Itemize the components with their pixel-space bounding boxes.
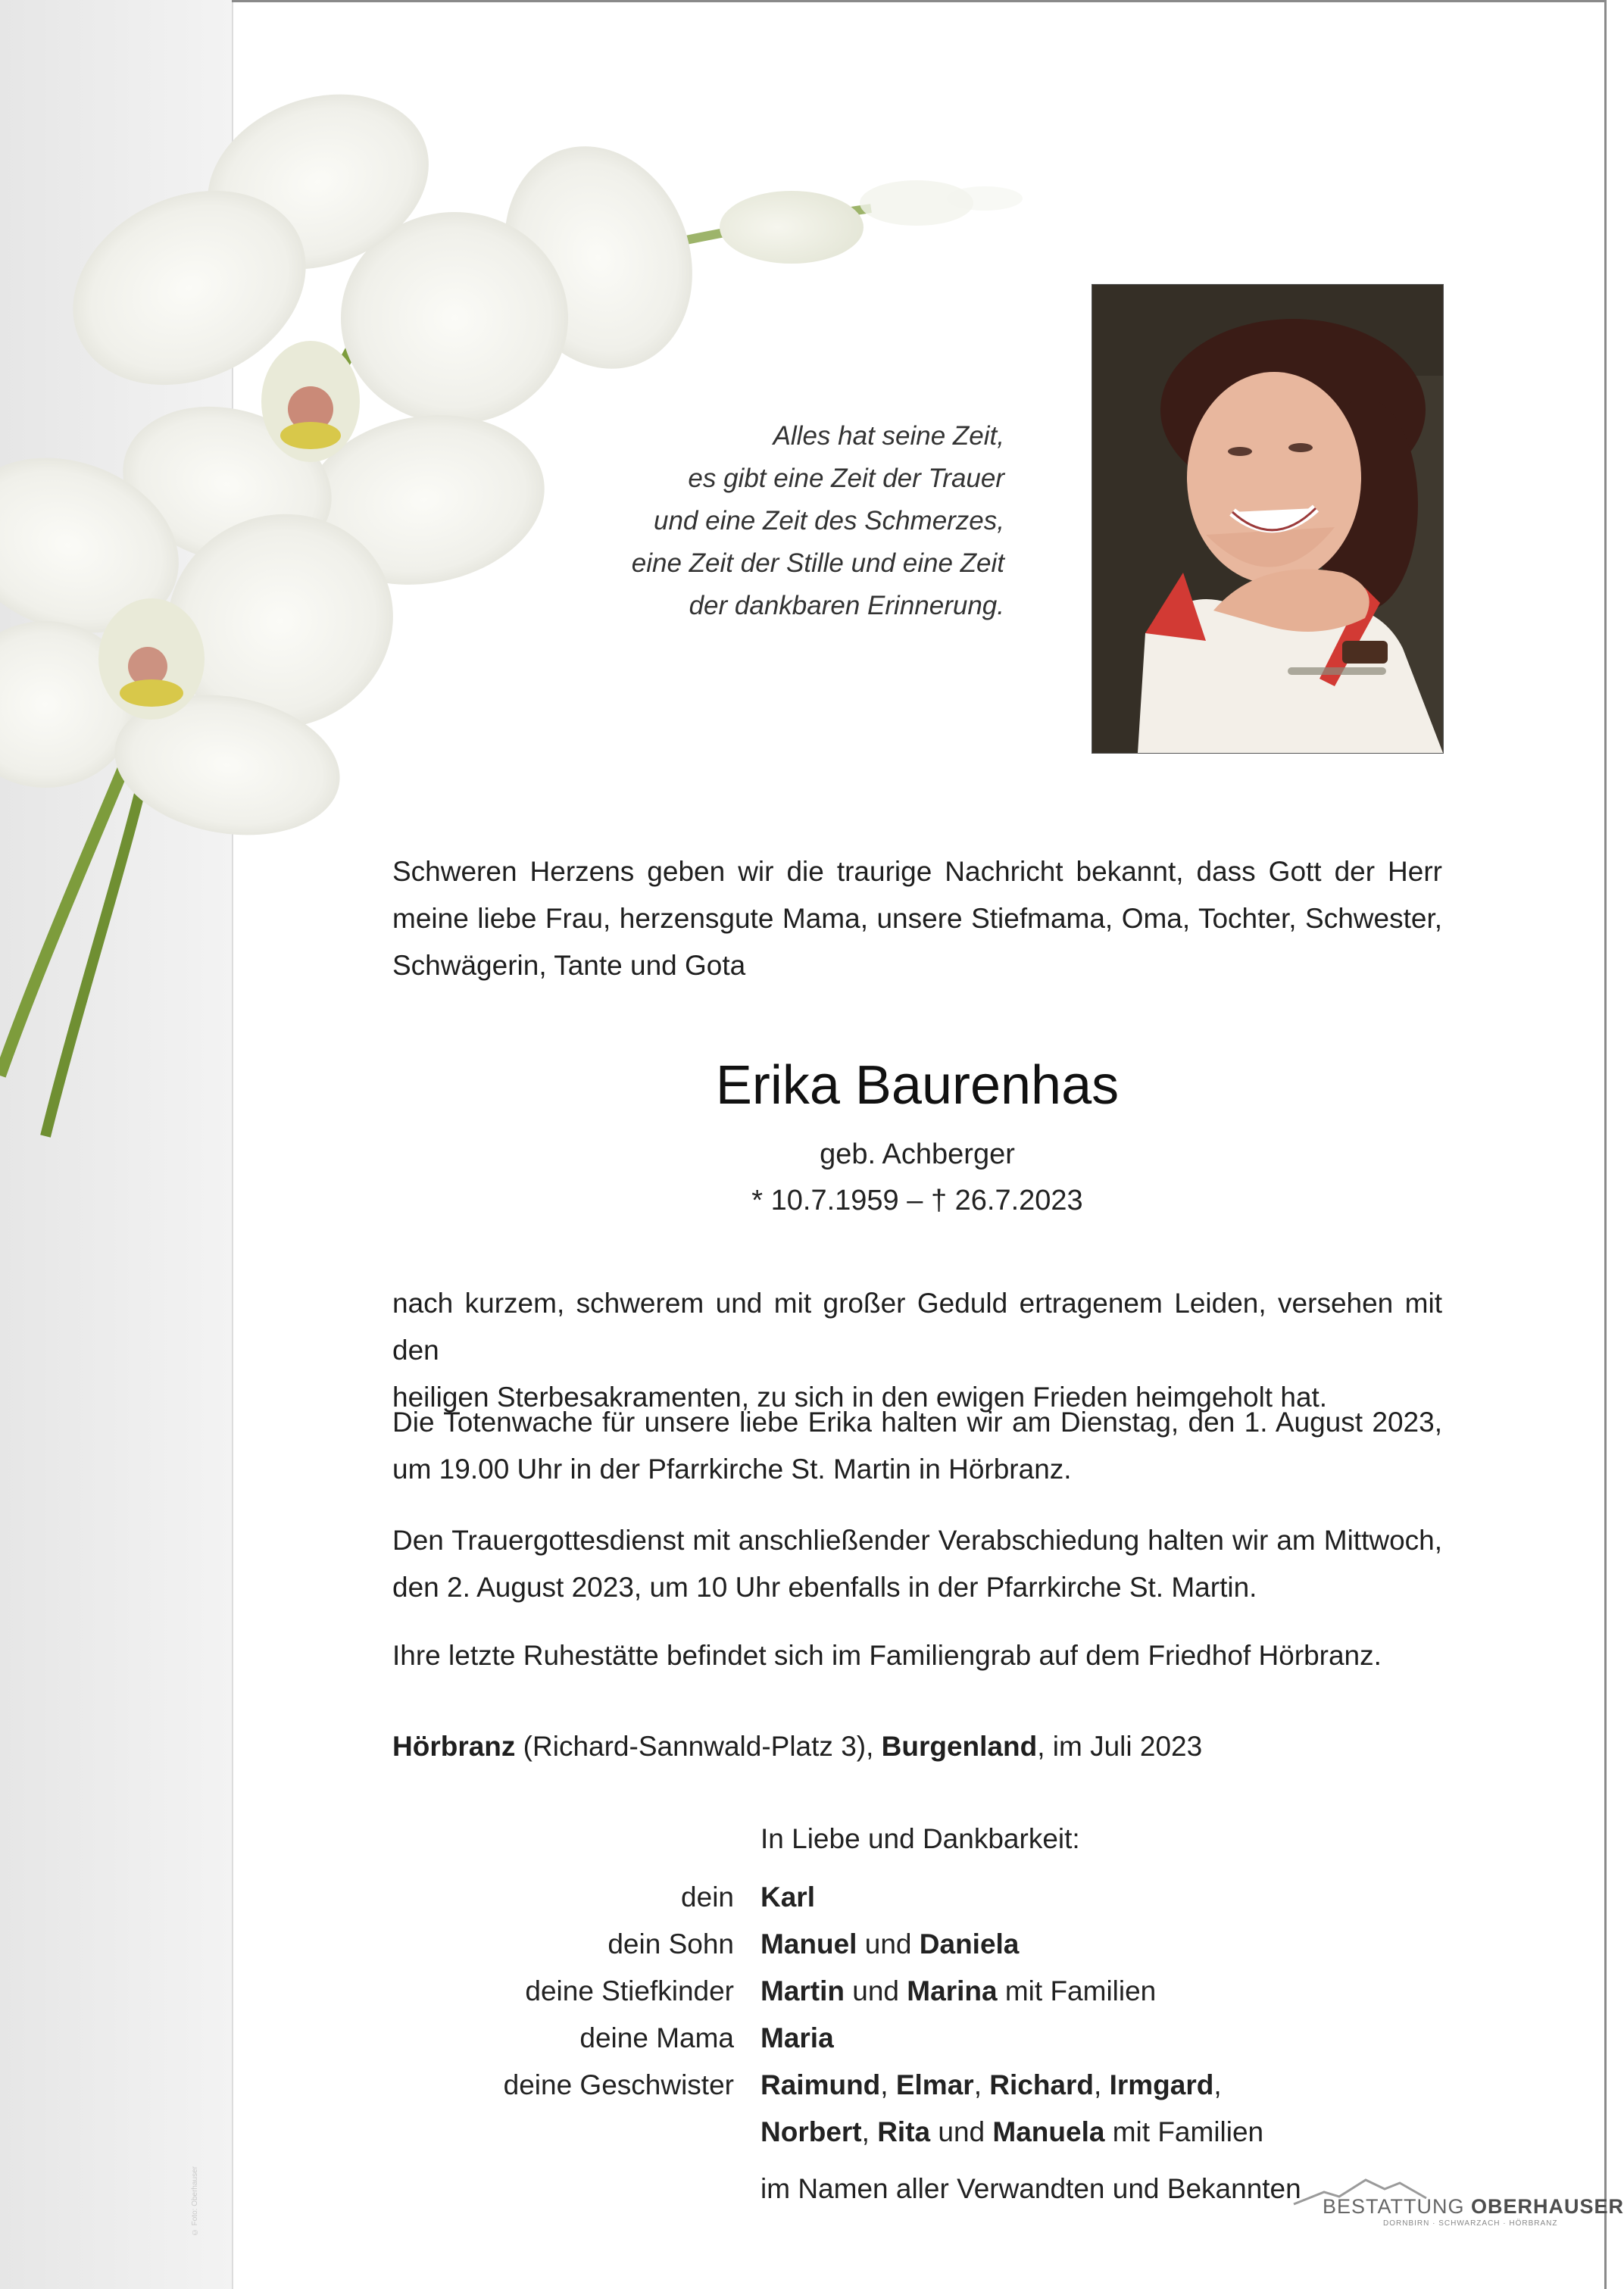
photo-credit: © Foto: Oberhauser <box>191 2166 199 2237</box>
mourner-names <box>760 2109 1263 2156</box>
quote-line: und eine Zeit des Schmerzes, <box>653 506 1004 536</box>
mourner-relation: dein <box>681 1881 734 1913</box>
quote-line: es gibt eine Zeit der Trauer <box>688 464 1004 493</box>
mourner-name-part: , <box>861 2116 878 2147</box>
place-town: Hörbranz <box>392 1731 516 1762</box>
paragraph-service <box>392 1517 1442 1611</box>
mourner-name-part: , <box>973 2069 990 2100</box>
paragraph-line: nach kurzem, schwerem und mit großer Geduld ertragenem Leiden, versehen mit den <box>392 1288 1442 1366</box>
mourner-name-part: mit Familien <box>997 1975 1157 2006</box>
orchid-bud-tip <box>947 186 1023 211</box>
mourner-name-part: Manuel <box>760 1928 857 1960</box>
quote-line: Alles hat seine Zeit, <box>773 421 1004 451</box>
paragraph-grave <box>392 1632 1442 1679</box>
mourner-name-part: Rita <box>877 2116 931 2147</box>
mourner-name-part: Norbert <box>760 2116 862 2147</box>
paragraph-line: Die Totenwache für unsere liebe Erika halten wir am Dienstag, den 1. August 2023, <box>392 1407 1442 1438</box>
place-month: , im Juli 2023 <box>1037 1731 1203 1762</box>
mourner-name-part: Irmgard <box>1109 2069 1214 2100</box>
mourner-relation: deine Stiefkinder <box>525 1975 734 2006</box>
quote-line: eine Zeit der Stille und eine Zeit <box>631 548 1004 578</box>
paragraph-wake <box>392 1399 1442 1493</box>
mourner-name-part: Raimund <box>760 2069 881 2100</box>
place-address: (Richard-Sannwald-Platz 3), <box>515 1731 882 1762</box>
mourner-name-part: Manuela <box>992 2116 1105 2147</box>
mourner-names <box>760 1874 815 1921</box>
mourner-name-part: Marina <box>907 1975 998 2006</box>
mourner-name-part: , <box>1094 2069 1110 2100</box>
right-border <box>1604 0 1607 2289</box>
mourner-relation: dein Sohn <box>607 1928 734 1960</box>
logo-locations: DORNBIRN · SCHWARZACH · HÖRBRANZ <box>1383 2219 1558 2228</box>
mourner-name-part: und <box>857 1928 920 1960</box>
life-dates: * 10.7.1959 – † 26.7.2023 <box>751 1185 1083 1216</box>
logo-wordmark <box>1323 2195 1624 2218</box>
logo-brand: OBERHAUSER <box>1471 2195 1624 2218</box>
paragraph-line: heiligen Sterbesakramenten, zu sich in den ewigen Frieden heimgeholt hat. <box>392 1382 1328 1413</box>
mourner-names <box>760 2015 834 2062</box>
mourner-names <box>760 2062 1222 2109</box>
mourner-name-part: Elmar <box>895 2069 974 2100</box>
intro-paragraph <box>392 848 1442 989</box>
intro-line: meine liebe Frau, herzensgute Mama, unsere Stiefmama, Oma, Tochter, Schwester, <box>392 903 1442 934</box>
intro-line: Schweren Herzens geben wir die traurige Nachricht bekannt, dass Gott der Herr <box>392 856 1442 887</box>
mourner-name-part: Martin <box>760 1975 845 2006</box>
mourner-name-part: Daniela <box>919 1928 1020 1960</box>
place-date <box>392 1723 1442 1770</box>
paragraph-line: Den Trauergottesdienst mit anschließender Verabschiedung halten wir am Mittwoch, <box>392 1525 1442 1556</box>
portrait-photo <box>1092 284 1444 754</box>
memorial-quote <box>545 415 1004 627</box>
mourner-relation: deine Mama <box>579 2022 734 2053</box>
logo-prefix: BESTATTUNG <box>1323 2195 1472 2218</box>
place-date-line <box>392 1723 1442 1770</box>
paragraph-line: Ihre letzte Ruhestätte befindet sich im Familiengrab auf dem Friedhof Hörbranz. <box>392 1640 1382 1671</box>
mourner-names <box>760 1921 1019 1968</box>
mourners-heading: In Liebe und Dankbarkeit: <box>760 1823 1080 1854</box>
mourner-name-part: Maria <box>760 2022 834 2053</box>
mourner-name-part: und <box>845 1975 907 2006</box>
mourner-names <box>760 1968 1156 2015</box>
mourner-name-part: Karl <box>760 1881 815 1913</box>
mourner-name-part: und <box>930 2116 993 2147</box>
place-region: Burgenland <box>881 1731 1038 1762</box>
orchid-stem-2 <box>45 742 151 1136</box>
mourner-name-part: mit Familien <box>1104 2116 1264 2147</box>
maiden-name: geb. Achberger <box>820 1138 1015 1170</box>
paragraph-line: den 2. August 2023, um 10 Uhr ebenfalls in der Pfarrkirche St. Martin. <box>392 1572 1257 1603</box>
mourner-name-part: , <box>880 2069 896 2100</box>
paragraph-line: um 19.00 Uhr in der Pfarrkirche St. Martin in Hörbranz. <box>392 1454 1072 1485</box>
intro-line: Schwägerin, Tante und Gota <box>392 950 746 981</box>
mourner-relation: deine Geschwister <box>503 2069 734 2100</box>
orchid-bud <box>720 191 864 264</box>
mourner-name-part: Richard <box>989 2069 1095 2100</box>
deceased-name: Erika Baurenhas <box>715 1055 1120 1116</box>
mourners-closing: im Namen aller Verwandten und Bekannten <box>760 2173 1301 2204</box>
quote-line: der dankbaren Erinnerung. <box>689 591 1004 620</box>
funeral-home-logo <box>1294 2175 1624 2228</box>
mourner-name-part: , <box>1213 2069 1222 2100</box>
